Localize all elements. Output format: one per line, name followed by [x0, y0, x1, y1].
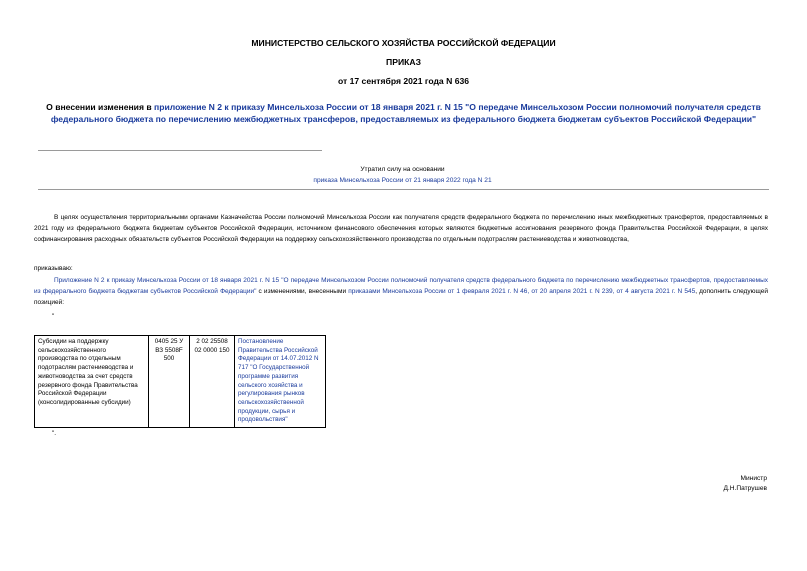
- cell-subsidy-name: Субсидии на поддержку сельскохозяйственного производства по отдельным подотраслям растениеводства и животноводства за счет средств резервного фонда Правительства Российской Федерации (консолидированные субсидии): [35, 336, 149, 428]
- status-note-link[interactable]: приказа Минсельхоза России от 21 января 2022 года N 21: [313, 177, 492, 184]
- amended-order-link[interactable]: Приложение N 2 к приказу Минсельхоза России от 18 января 2021 г. N 15 "О передаче Минсельхозом России полномочий получателя средств федерального бюджета по перечислению межбюджетных трансфертов, предоставляемых из федерального бюджета бюджетам субъектов Российской Федерации": [34, 277, 768, 296]
- signatory-position: Министр: [740, 475, 767, 482]
- amendment-text: с изменениями, внесенными: [256, 288, 349, 296]
- title-prefix: О внесении изменения в: [46, 102, 155, 112]
- signatory-name: Д.Н.Патрушев: [723, 485, 767, 492]
- amendment-paragraph: [34, 275, 768, 309]
- position-table: [34, 335, 326, 428]
- document-type: ПРИКАЗ: [386, 57, 421, 67]
- title-link[interactable]: приложение N 2 к приказу Минсельхоза России от 18 января 2021 г. N 15 "О передаче Минсельхозом России полномочий получателя средств федерального бюджета по перечислению межбюджетных трансферов, предоставляемых из федерального бюджета бюджетам субъектов Российской Федерации": [50, 102, 761, 124]
- table-row: [35, 336, 326, 428]
- preamble-paragraph: В целях осуществления территориальными органами Казначейства России полномочий Минсельхоза России как получателя средств федерального бюджета по перечислению иных межбюджетных трансфертов, предоставляемых в 2021 году из федерального бюджета бюджетам субъектов Российской Федерации, источником финансового обеспечения которых являются бюджетные ассигнования резервного фонда Правительства Российской Федерации, в целях софинансирования расходных обязательств субъектов Российской Федерации на поддержку сельскохозяйственного производства по отдельным подотраслям растениеводства и животноводства,: [34, 214, 768, 244]
- cell-legal-basis: [235, 336, 326, 428]
- cell-budget-code: 0405 25 У ВЗ 5508F 500: [149, 336, 190, 428]
- signature-block: [723, 474, 767, 494]
- order-word: приказываю:: [34, 265, 73, 272]
- status-note: [190, 164, 615, 186]
- amendment-text-end: , дополнить следующей позицией:: [34, 288, 768, 307]
- document-date: от 17 сентября 2021 года N 636: [337, 76, 470, 86]
- quote-close: ".: [52, 430, 57, 437]
- cell-income-code: 2 02 25508 02 0000 150: [190, 336, 235, 428]
- quote-open: ": [52, 313, 55, 320]
- status-note-text: Утратил силу на основании: [360, 166, 445, 173]
- divider-long: [38, 189, 769, 190]
- legal-basis-link[interactable]: Постановление Правительства Российской Федерации от 14.07.2012 N 717 "О Государственной программе развития сельского хозяйства и регулирования рынков сельскохозяйственной продукции, сырья и продовольствия": [238, 338, 319, 424]
- document-title: [40, 101, 767, 125]
- ministry-name: МИНИСТЕРСТВО СЕЛЬСКОГО ХОЗЯЙСТВА РОССИЙСКОЙ ФЕДЕРАЦИИ: [251, 38, 556, 48]
- amending-orders-link[interactable]: приказами Минсельхоза России от 1 февраля 2021 г. N 46, от 20 апреля 2021 г. N 239, от 4 августа 2021 г. N 545: [348, 288, 696, 296]
- divider-short: [38, 150, 322, 151]
